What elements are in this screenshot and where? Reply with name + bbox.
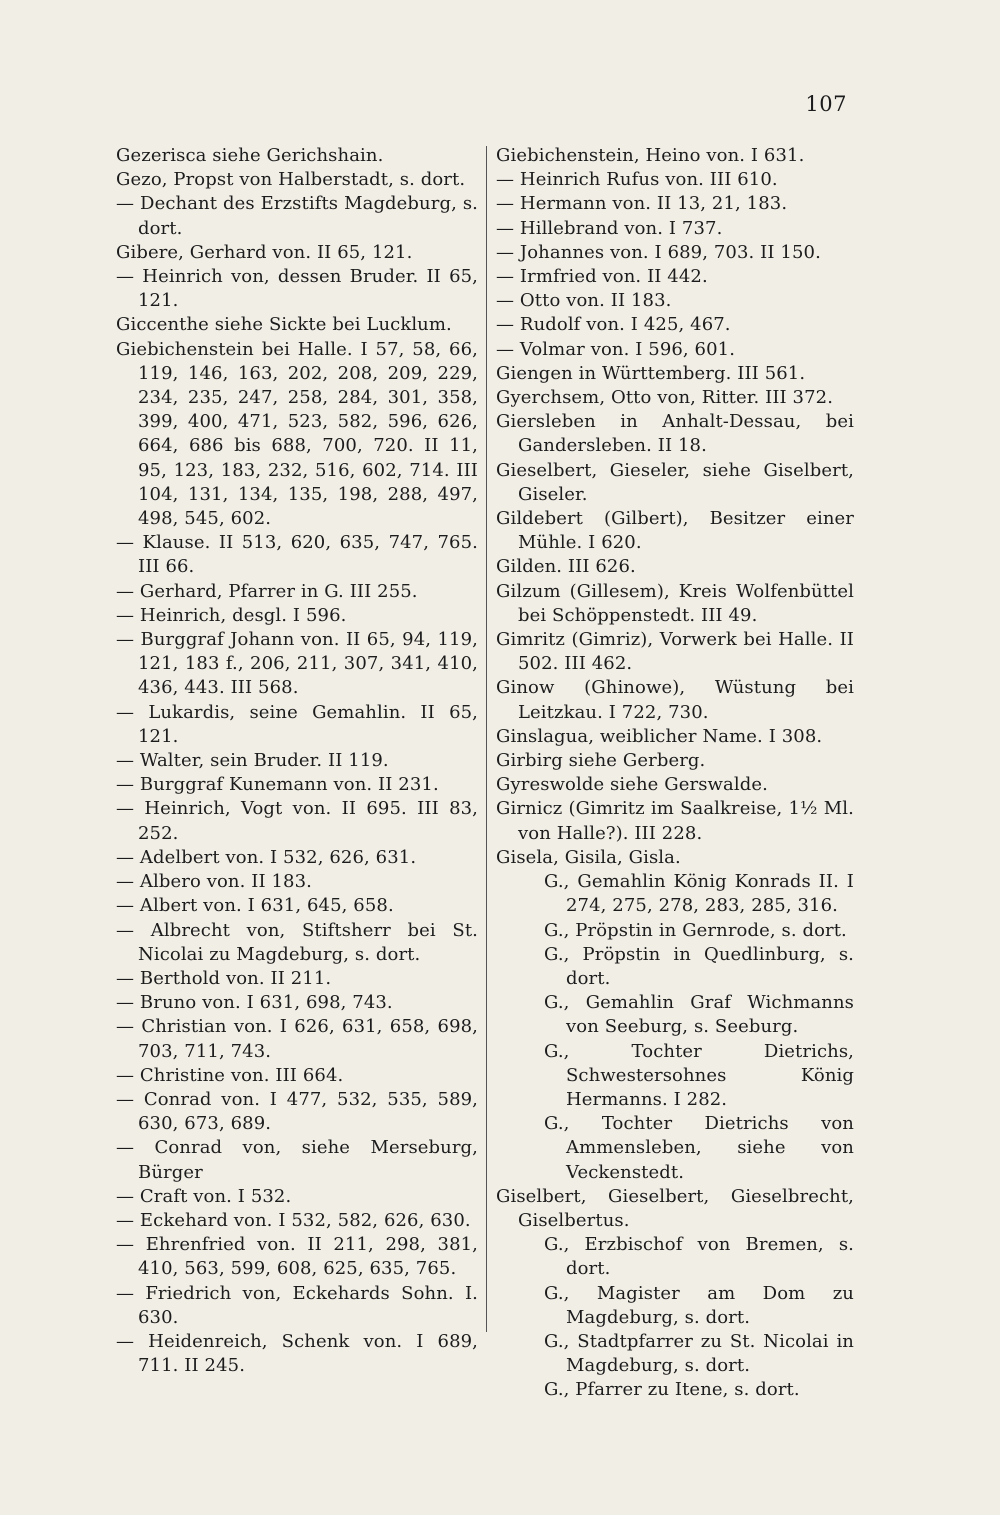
index-entry: Giccenthe siehe Sickte bei Lucklum.	[116, 314, 452, 336]
index-entry: — Heinrich von, dessen Bruder. II 65, 121.	[116, 266, 478, 312]
index-entry: — Rudolf von. I 425, 467.	[496, 314, 731, 336]
index-entry: — Johannes von. I 689, 703. II 150.	[496, 241, 821, 263]
index-entry: — Otto von. II 183.	[496, 290, 672, 312]
index-entry: — Friedrich von, Eckehards Sohn. I. 630.	[116, 1282, 478, 1328]
index-subentry: G., Gemahlin König Konrads II. I 274, 275, 278, 283, 285, 316.	[544, 871, 854, 917]
index-entry: Giselbert, Gieselbert, Gieselbrecht, Giselbertus.	[496, 1185, 854, 1231]
page-number: 107	[805, 92, 847, 116]
index-subentry: G., Magister am Dom zu Magdeburg, s. dort.	[544, 1282, 854, 1328]
index-entry: Giersleben in Anhalt-Dessau, bei Gandersleben. II 18.	[496, 411, 854, 457]
index-entry: Ginslagua, weiblicher Name. I 308.	[496, 725, 823, 747]
index-entry: Ginow (Ghinowe), Wüstung bei Leitzkau. I 722, 730.	[496, 677, 854, 723]
index-entry: — Christian von. I 626, 631, 658, 698, 703, 711, 743.	[116, 1016, 478, 1062]
index-entry: — Burggraf Johann von. II 65, 94, 119, 121, 183 f., 206, 211, 307, 341, 410, 436, 443. III 568.	[116, 629, 478, 699]
index-entry: — Walter, sein Bruder. II 119.	[116, 750, 389, 772]
index-entry: Girbirg siehe Gerberg.	[496, 750, 706, 772]
index-entry: — Heidenreich, Schenk von. I 689, 711. II 245.	[116, 1330, 478, 1377]
index-column-right	[496, 144, 854, 1403]
index-subentry: G., Stadtpfarrer zu St. Nicolai in Magdeburg, s. dort.	[544, 1330, 854, 1377]
index-entry: Gezo, Propst von Halberstadt, s. dort.	[116, 169, 466, 191]
index-entry: Gieselbert, Gieseler, siehe Giselbert, Giseler.	[496, 459, 854, 505]
index-entry: — Albrecht von, Stiftsherr bei St. Nicolai zu Magdeburg, s. dort.	[116, 919, 478, 965]
index-entry: — Christine von. III 664.	[116, 1064, 344, 1086]
index-subentry: G., Pfarrer zu Itene, s. dort.	[544, 1379, 800, 1401]
index-entry: — Heinrich, desgl. I 596.	[116, 604, 347, 626]
index-entry: — Lukardis, seine Gemahlin. II 65, 121.	[116, 701, 478, 747]
index-entry: — Conrad von. I 477, 532, 535, 589, 630, 673, 689.	[116, 1088, 478, 1135]
index-column-left	[116, 144, 478, 1378]
index-subentry: G., Erzbischof von Bremen, s. dort.	[544, 1234, 854, 1280]
index-entry: — Heinrich Rufus von. III 610.	[496, 169, 778, 191]
index-subentry: G., Tochter Dietrichs von Ammensleben, siehe von Veckenstedt.	[544, 1113, 854, 1183]
index-entry: — Bruno von. I 631, 698, 743.	[116, 992, 393, 1014]
index-entry: Giengen in Württemberg. III 561.	[496, 362, 806, 384]
index-entry: Gyerchsem, Otto von, Ritter. III 372.	[496, 387, 834, 409]
index-entry: — Irmfried von. II 442.	[496, 266, 708, 288]
index-entry: — Eckehard von. I 532, 582, 626, 630.	[116, 1209, 471, 1231]
index-entry: — Ehrenfried von. II 211, 298, 381, 410, 563, 599, 608, 625, 635, 765.	[116, 1234, 478, 1280]
index-entry: Gilden. III 626.	[496, 556, 636, 578]
index-entry: Gisela, Gisila, Gisla.	[496, 846, 681, 868]
index-subentry: G., Gemahlin Graf Wichmanns von Seeburg, s. Seeburg.	[544, 992, 854, 1038]
index-entry: — Klause. II 513, 620, 635, 747, 765. III 66.	[116, 532, 478, 578]
index-entry: — Hermann von. II 13, 21, 183.	[496, 193, 788, 215]
index-entry: — Adelbert von. I 532, 626, 631.	[116, 846, 417, 868]
index-entry: — Craft von. I 532.	[116, 1185, 292, 1207]
index-entry: — Gerhard, Pfarrer in G. III 255.	[116, 580, 418, 602]
index-entry: — Burggraf Kunemann von. II 231.	[116, 774, 439, 796]
index-entry: Giebichenstein bei Halle. I 57, 58, 66, 119, 146, 163, 202, 208, 209, 229, 234, 235, 247, 258, 284, 301, 358, 399, 400, 471, 523, 582, 596, 626, 664, 686 bis 688, 700, 720. II 11, 95, 123, 183, 232, 516, 602, 714. III 104, 131, 134, 135, 198, 288, 497, 498, 545, 602.	[116, 338, 478, 530]
index-entry: — Berthold von. II 211.	[116, 967, 332, 989]
index-entry: — Dechant des Erzstifts Magdeburg, s. dort.	[116, 193, 478, 239]
index-entry: Gildebert (Gilbert), Besitzer einer Mühle. I 620.	[496, 508, 854, 554]
index-entry: — Volmar von. I 596, 601.	[496, 338, 736, 360]
index-entry: Gimritz (Gimriz), Vorwerk bei Halle. II 502. III 462.	[496, 629, 854, 675]
index-entry: Gibere, Gerhard von. II 65, 121.	[116, 241, 413, 263]
index-entry: — Albert von. I 631, 645, 658.	[116, 895, 394, 917]
index-entry: — Hillebrand von. I 737.	[496, 217, 723, 239]
column-divider	[486, 146, 487, 1332]
index-subentry: G., Pröpstin in Quedlinburg, s. dort.	[544, 943, 854, 989]
index-entry: — Albero von. II 183.	[116, 871, 312, 893]
index-entry: Gyreswolde siehe Gerswalde.	[496, 774, 768, 796]
index-entry: — Heinrich, Vogt von. II 695. III 83, 252.	[116, 798, 478, 844]
index-subentry: G., Pröpstin in Gernrode, s. dort.	[544, 919, 847, 941]
index-entry: Giebichenstein, Heino von. I 631.	[496, 145, 805, 166]
index-entry: Gezerisca siehe Gerichshain.	[116, 145, 384, 166]
index-entry: Girnicz (Gimritz im Saalkreise, 1½ Ml. von Halle?). III 228.	[496, 798, 854, 844]
index-entry: — Conrad von, siehe Merseburg, Bürger	[116, 1137, 478, 1183]
index-entry: Gilzum (Gillesem), Kreis Wolfenbüttel bei Schöppenstedt. III 49.	[496, 580, 854, 626]
index-subentry: G., Tochter Dietrichs, Schwestersohnes König Hermanns. I 282.	[544, 1040, 854, 1110]
